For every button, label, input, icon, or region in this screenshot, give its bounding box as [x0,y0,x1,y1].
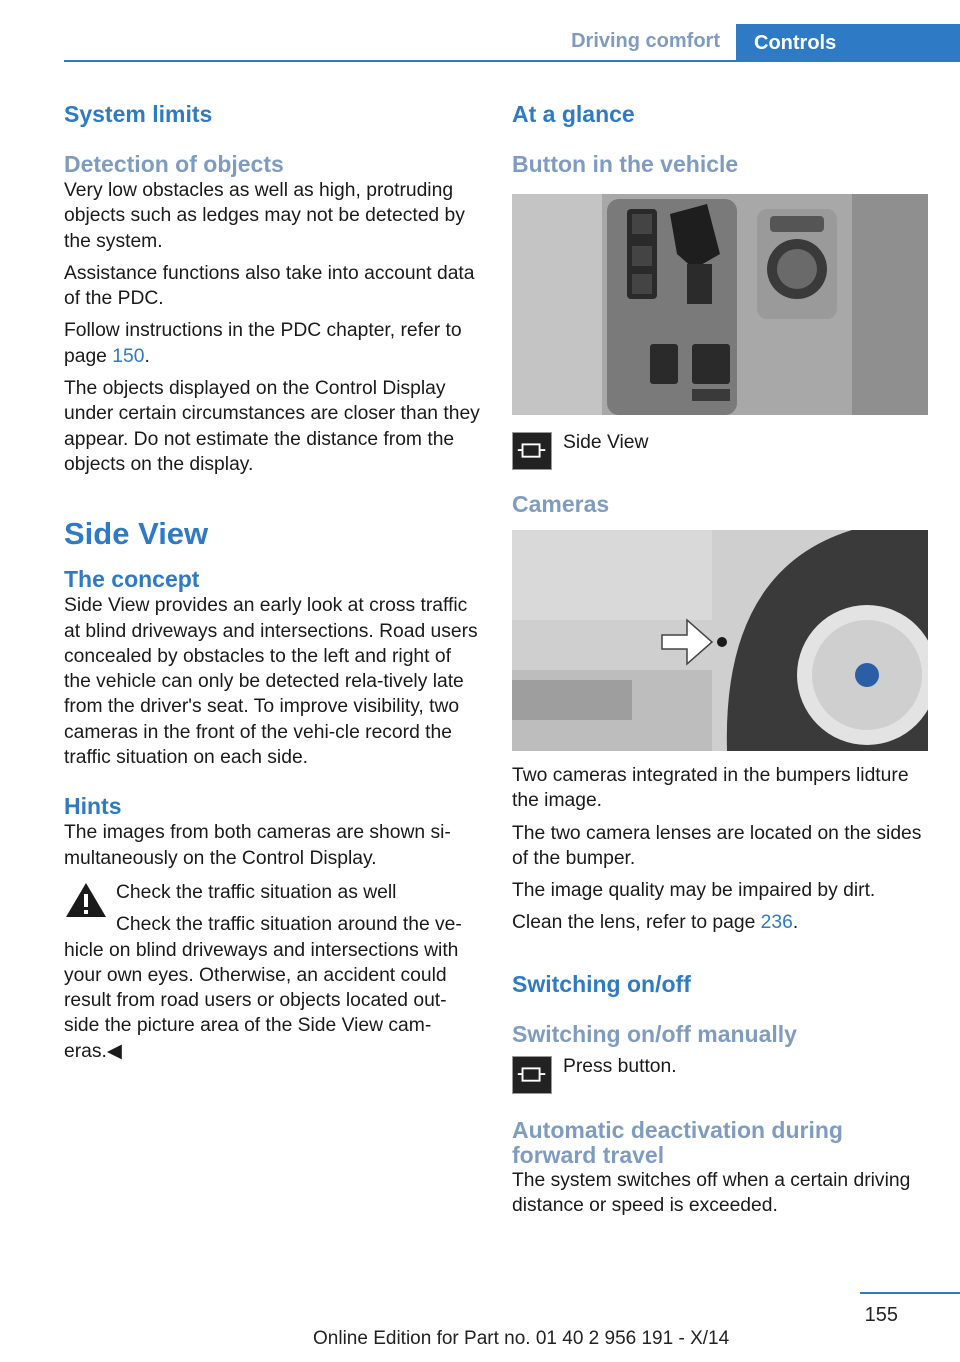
detection-paragraph-2: Assistance functions also take into account data of the PDC. [64,262,475,310]
side-view-title: Side View [64,516,209,552]
header-rule [64,60,960,62]
cameras-paragraph-1: Two cameras integrated in the bumpers lidture the image. [512,765,909,812]
system-limits-heading: System limits [64,101,213,127]
warning-block [64,880,480,1064]
center-console-photo [512,194,928,415]
p3-end: . [144,345,150,367]
cameras-paragraph-3: The image quality may be impaired by dirt. [512,880,876,902]
cameras-paragraph-2: The two camera lenses are located on the sides of the bumper. [512,822,922,869]
page-footer [0,1292,960,1362]
page-header [64,0,960,62]
p3-text: Follow instructions in the PDC chapter, refer to page [64,320,462,367]
warning-triangle-icon [64,880,108,920]
detection-paragraph-1: Very low obstacles as well as high, protruding objects such as ledges may not be detected by the system. [64,180,465,252]
cameras-paragraph-4 [512,910,928,935]
auto-deactivation-paragraph: The system switches off when a certain driving distance or speed is exceeded. [512,1169,911,1217]
switching-heading: Switching on/off [512,970,691,997]
warning-line-1: Check the traffic situation around the ve‐ [116,914,462,936]
detection-heading: Detection of objects [64,151,284,177]
at-a-glance-heading: At a glance [512,101,635,127]
page-link-236[interactable]: 236 [760,912,793,934]
hints-heading: Hints [64,793,122,820]
press-button-label: Press button. [563,1055,677,1077]
header-section: Driving comfort [571,30,720,52]
page-number: 155 [864,1304,898,1326]
side-view-button-icon [512,432,552,470]
detection-paragraph-4: The objects displayed on the Control Display under certain circumstances are closer than they appear. Do not estimate the distance from the objects on the display. [64,378,480,475]
concept-heading: The concept [64,566,200,593]
left-column [64,100,480,1064]
manual-heading: Switching on/off manually [512,1020,797,1047]
camera-location-photo [512,530,928,751]
footer-rule [860,1292,960,1294]
side-view-label: Side View [563,432,649,453]
header-tab: Controls [736,24,960,62]
button-vehicle-heading: Button in the vehicle [512,151,739,177]
p4-text: Clean the lens, refer to page [512,912,761,934]
detection-paragraph-3 [64,318,480,369]
press-button-row [512,1056,928,1104]
edition-text: Online Edition for Part no. 01 40 2 956 191 - X/14 [313,1328,730,1349]
side-view-button-icon-2 [512,1056,552,1094]
auto-deactivation-heading: Automatic deactivation during forward travel [512,1116,843,1168]
right-column [512,100,928,1218]
side-view-button-row [512,432,928,480]
cameras-heading: Cameras [512,491,610,517]
warning-title: Check the traffic situation as well [116,881,397,903]
hints-paragraph: The images from both cameras are shown si‐multaneously on the Control Display. [64,822,451,869]
warning-text: hicle on blind driveways and intersections with your own eyes. Otherwise, an accident could result from road users or objects located out‐side the picture area of the Side View cam‐eras.◀ [64,939,459,1062]
page-link-150[interactable]: 150 [112,345,145,367]
p4-end: . [792,912,799,934]
concept-paragraph: Side View provides an early look at cross traffic at blind driveways and intersections. Road users concealed by obstacles to the left and right of the vehicle can only be detected rela‐tively late from the driver's seat. To improve visibility, two cameras in the front of the vehi‐cle record the traffic situation on each side. [64,595,478,769]
